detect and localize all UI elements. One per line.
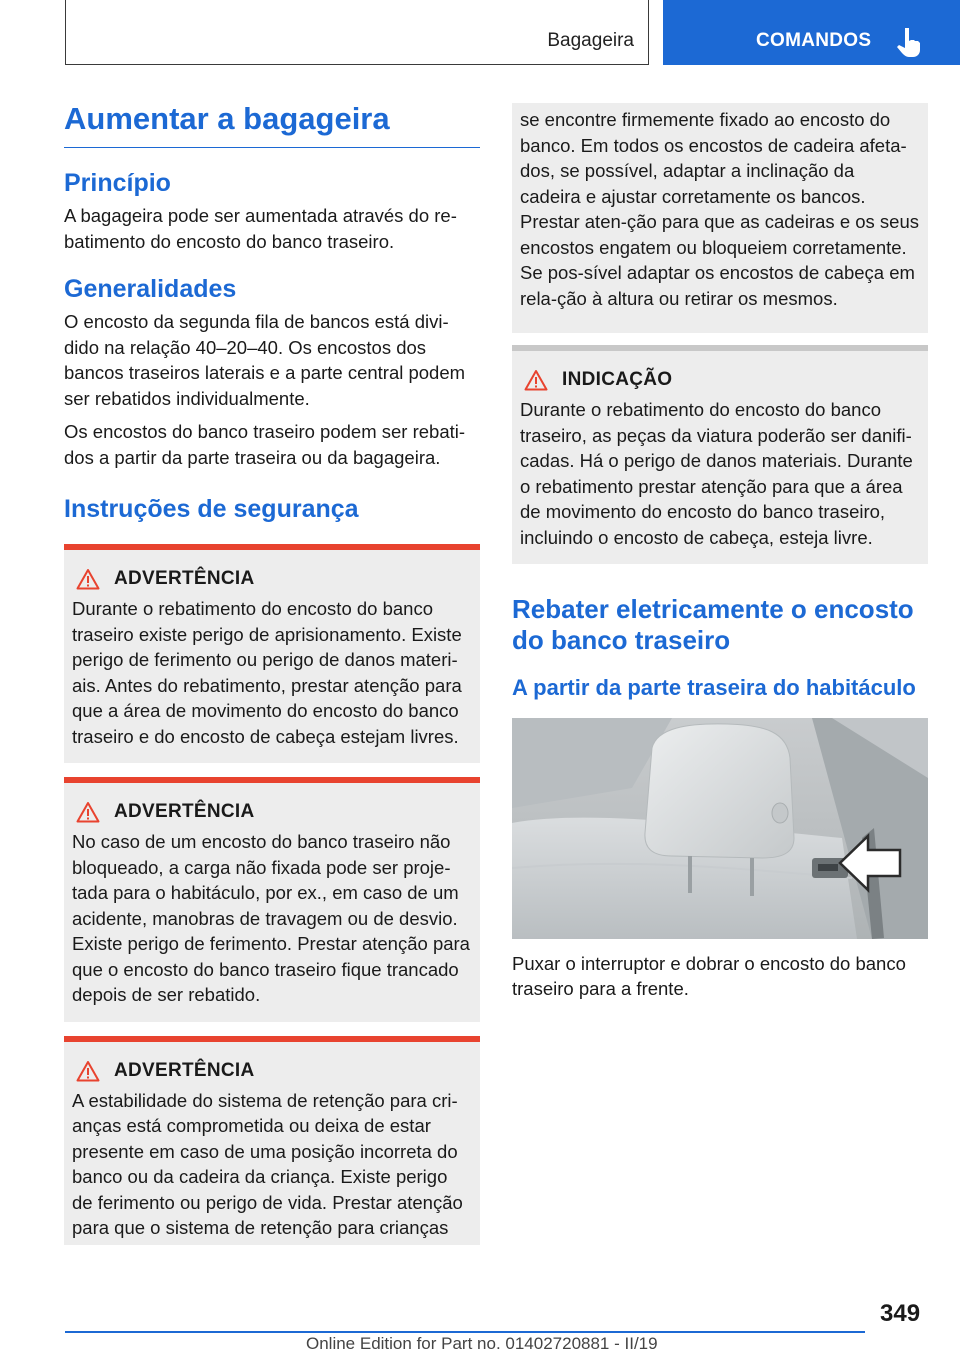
warning-text: A estabilidade do sistema de retenção para cri-anças está comprometida ou deixa de estar presente em caso de uma posição incorreta do banco ou da cadeira da criança. Existe perigo de ferimento ou perigo de vida. Prestar atenção para que o sistema de retenção para crianças <box>72 1089 463 1239</box>
page-title: Aumentar a bagageira <box>64 100 480 148</box>
header-section-title: Bagageira <box>547 30 634 51</box>
rear-cabin-heading: A partir da parte traseira do habitáculo <box>512 675 916 701</box>
left-column <box>64 100 480 1245</box>
warning-box-1 <box>64 544 480 763</box>
notice-triangle-icon <box>524 369 548 391</box>
header-section-box <box>65 0 649 65</box>
general-text-2: Os encostos do banco traseiro podem ser rebati-dos a partir da parte traseira ou da bagageira. <box>64 421 466 468</box>
electric-fold-heading: Rebater eletricamente o encosto do banco traseiro <box>512 594 914 655</box>
notice-title: INDICAÇÃO <box>562 369 673 390</box>
warning-box-2 <box>64 777 480 1022</box>
warning-box-3 <box>64 1036 480 1245</box>
warning-triangle-icon <box>76 568 100 590</box>
principle-text: A bagageira pode ser aumentada através do re-batimento do encosto do banco traseiro. <box>64 205 457 252</box>
warning-title: ADVERTÊNCIA <box>114 801 255 823</box>
warning-title: ADVERTÊNCIA <box>114 1059 255 1081</box>
warning-title: ADVERTÊNCIA <box>114 568 255 590</box>
right-column <box>512 103 928 1002</box>
warning-triangle-icon <box>76 801 100 823</box>
notice-text: Durante o rebatimento do encosto do banco traseiro, as peças da viatura poderão ser danifi-cadas. Há o perigo de danos materiais. Durante o rebatimento prestar atenção para que a área de movimento do encosto do banco traseiro, incluindo o encosto de cabeça, esteja livre. <box>520 399 913 548</box>
principle-heading: Princípio <box>64 169 171 198</box>
header-chapter-tab[interactable] <box>663 0 960 65</box>
general-heading: Generalidades <box>64 275 237 304</box>
footer-edition: Online Edition for Part no. 01402720881 - II/19 <box>306 1334 658 1353</box>
warning-triangle-icon <box>76 1060 100 1082</box>
photo-caption: Puxar o interruptor e dobrar o encosto do banco traseiro para a frente. <box>512 952 906 1000</box>
warning-text: Durante o rebatimento do encosto do banco traseiro existe perigo de aprisionamento. Existe perigo de ferimento ou perigo de danos materi-ais. Antes do rebatimento, prestar atenção para que a área de movimento do encosto do banco traseiro e do encosto de cabeça estejam livres. <box>72 598 462 747</box>
warning-text: No caso de um encosto do banco traseiro não bloqueado, a carga não fixada pode ser proje-tada para o habitáculo, por ex., em caso de um acidente, manobras de travagem ou de desvio. Existe perigo de ferimento. Prestar atenção para que o encosto do banco traseiro fique trancado depois de ser rebatido. <box>72 831 470 1006</box>
notice-box <box>512 345 928 564</box>
warning-box-3-continued <box>512 103 928 333</box>
safety-heading: Instruções de segurança <box>64 495 359 524</box>
rear-seat-release-photo <box>512 718 928 939</box>
page-number: 349 <box>880 1300 921 1327</box>
footer-divider <box>65 1331 865 1333</box>
header-chapter-label: COMANDOS <box>756 30 872 51</box>
general-text-1: O encosto da segunda fila de bancos está divi-dido na relação 40–20–40. Os encostos dos bancos traseiros laterais e a parte central podem ser rebatidos individualmente. <box>64 311 466 409</box>
warning-continuation-text: se encontre firmemente fixado ao encosto do banco. Em todos os encostos de cadeira afeta-dos, se possível, adaptar a inclinação da cadeira e ajustar corretamente os bancos. Prestar aten-ção para que as cadeiras e os seus encostos engatem ou bloqueiem corretamente. Se pos-sível adaptar os encostos de cabeça em rela-ção à altura ou retirar os mesmos. <box>520 109 920 309</box>
pointing-hand-icon <box>896 26 924 58</box>
